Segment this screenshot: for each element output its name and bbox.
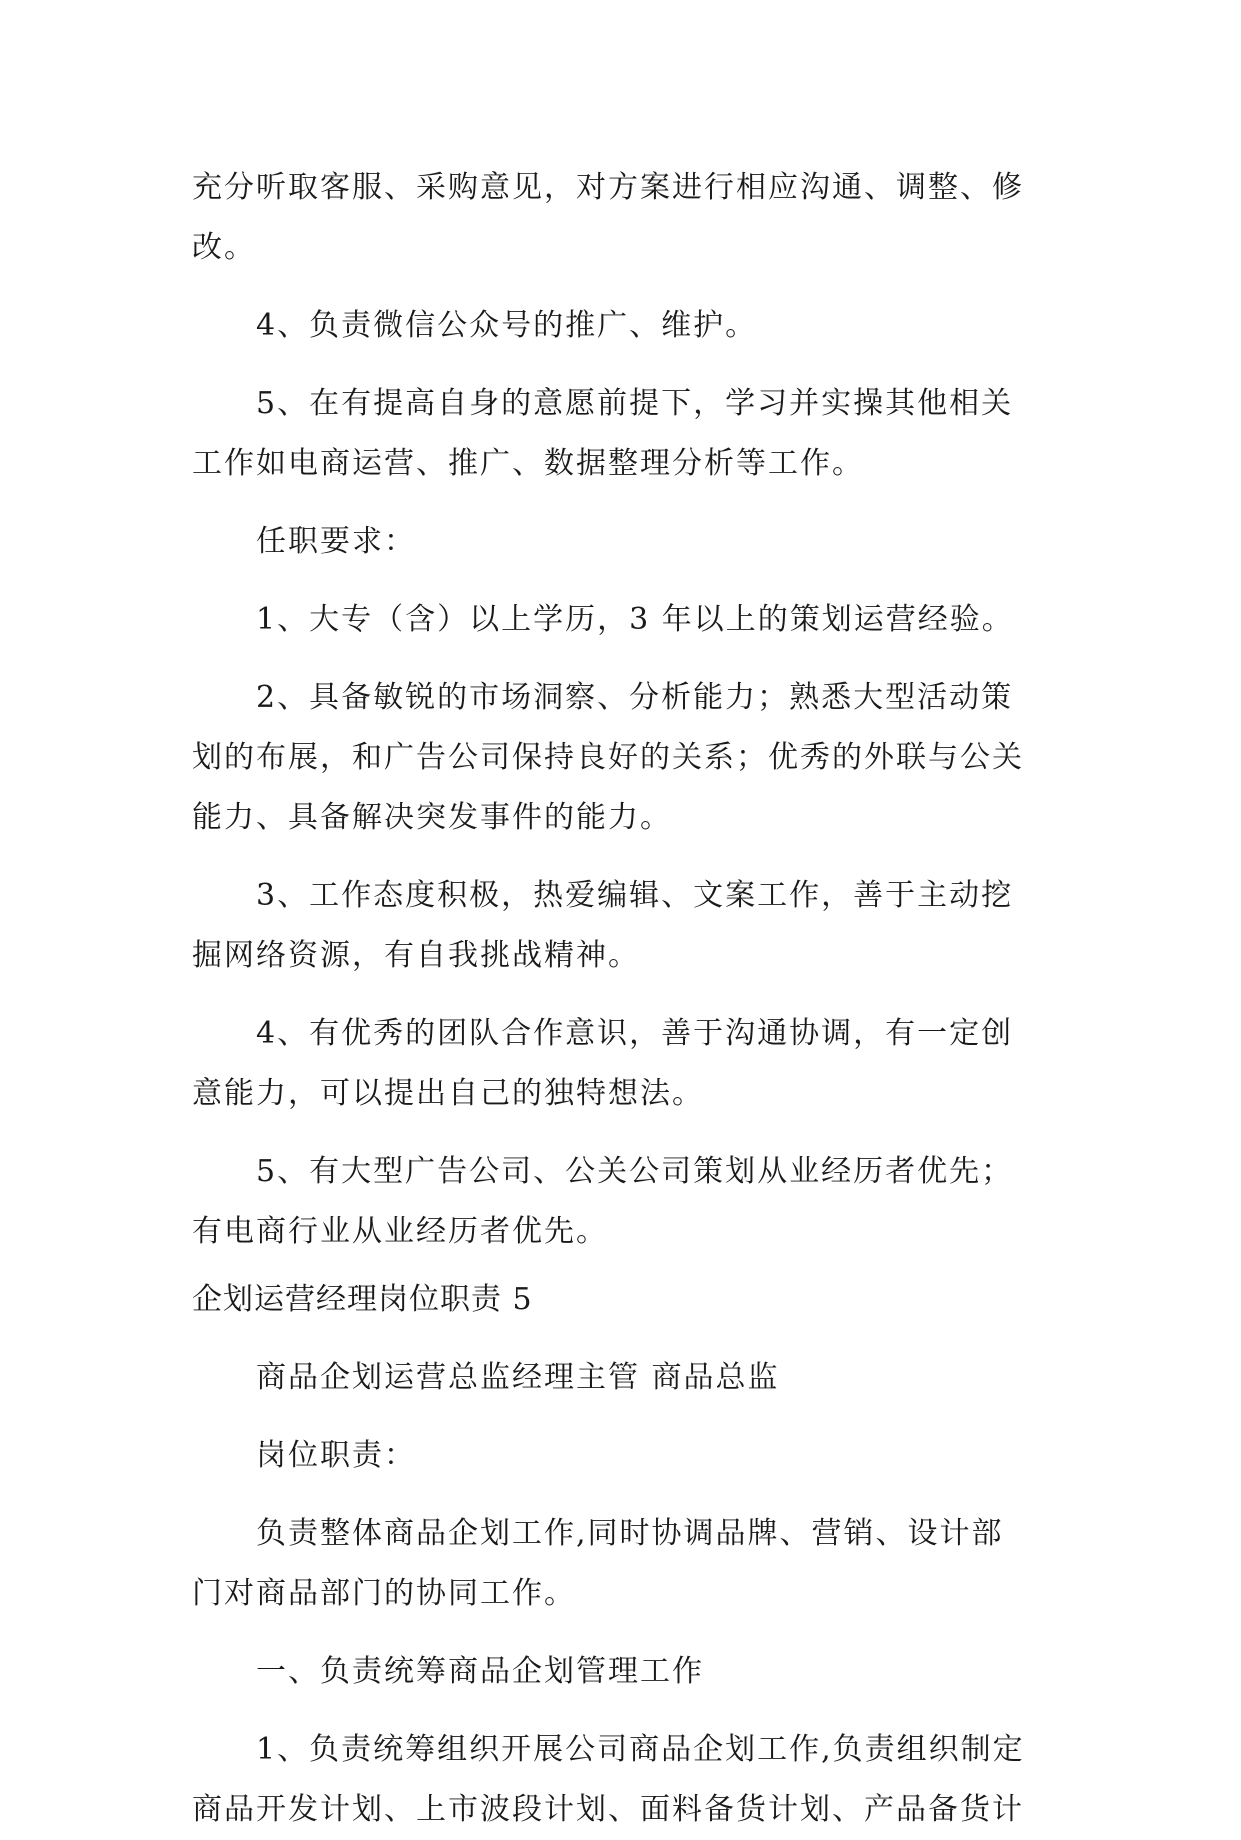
text-line: 划的布展，和广告公司保持良好的关系；优秀的外联与公关	[192, 740, 1024, 775]
paragraph	[192, 1142, 1052, 1262]
text-line: 1、大专（含）以上学历，3 年以上的策划运营经验。	[256, 602, 1014, 637]
paragraph	[192, 866, 1052, 986]
text-line: 充分听取客服、采购意见，对方案进行相应沟通、调整、修	[192, 170, 1024, 205]
text-line: 意能力，可以提出自己的独特想法。	[192, 1076, 704, 1111]
document-body	[192, 158, 1052, 1840]
text-line: 门对商品部门的协同工作。	[192, 1576, 576, 1611]
text-line: 4、负责微信公众号的推广、维护。	[256, 308, 758, 343]
paragraph	[192, 590, 1052, 650]
text-line: 1、负责统筹组织开展公司商品企划工作,负责组织制定	[256, 1732, 1025, 1767]
text-line: 岗位职责：	[256, 1438, 416, 1473]
text-line: 一、负责统筹商品企划管理工作	[256, 1654, 704, 1689]
text-line: 5、有大型广告公司、公关公司策划从业经历者优先；	[256, 1154, 1014, 1189]
text-line: 负责整体商品企划工作,同时协调品牌、营销、设计部	[256, 1516, 1004, 1551]
section-heading: 企划运营经理岗位职责 5	[192, 1282, 533, 1317]
text-line: 商品开发计划、上市波段计划、面料备货计划、产品备货计	[192, 1792, 1024, 1827]
paragraph	[192, 374, 1052, 494]
paragraph	[192, 1720, 1052, 1840]
text-line: 2、具备敏锐的市场洞察、分析能力；熟悉大型活动策	[256, 680, 1014, 715]
paragraph	[192, 1426, 1052, 1486]
text-line: 能力、具备解决突发事件的能力。	[192, 800, 672, 835]
paragraph	[192, 668, 1052, 848]
text-line: 任职要求：	[256, 524, 416, 559]
text-line: 掘网络资源，有自我挑战精神。	[192, 938, 640, 973]
text-line: 3、工作态度积极，热爱编辑、文案工作，善于主动挖	[256, 878, 1014, 913]
text-line: 工作如电商运营、推广、数据整理分析等工作。	[192, 446, 864, 481]
text-line: 改。	[192, 230, 256, 265]
text-line: 有电商行业从业经历者优先。	[192, 1214, 608, 1249]
paragraph	[192, 1504, 1052, 1624]
paragraph	[192, 1348, 1052, 1408]
text-line: 商品企划运营总监经理主管 商品总监	[256, 1360, 780, 1395]
text-line: 5、在有提高自身的意愿前提下，学习并实操其他相关	[256, 386, 1014, 421]
paragraph	[192, 296, 1052, 356]
paragraph	[192, 1004, 1052, 1124]
paragraph	[192, 158, 1052, 278]
text-line: 4、有优秀的团队合作意识，善于沟通协调，有一定创	[256, 1016, 1014, 1051]
paragraph	[192, 512, 1052, 572]
paragraph	[192, 1642, 1052, 1702]
